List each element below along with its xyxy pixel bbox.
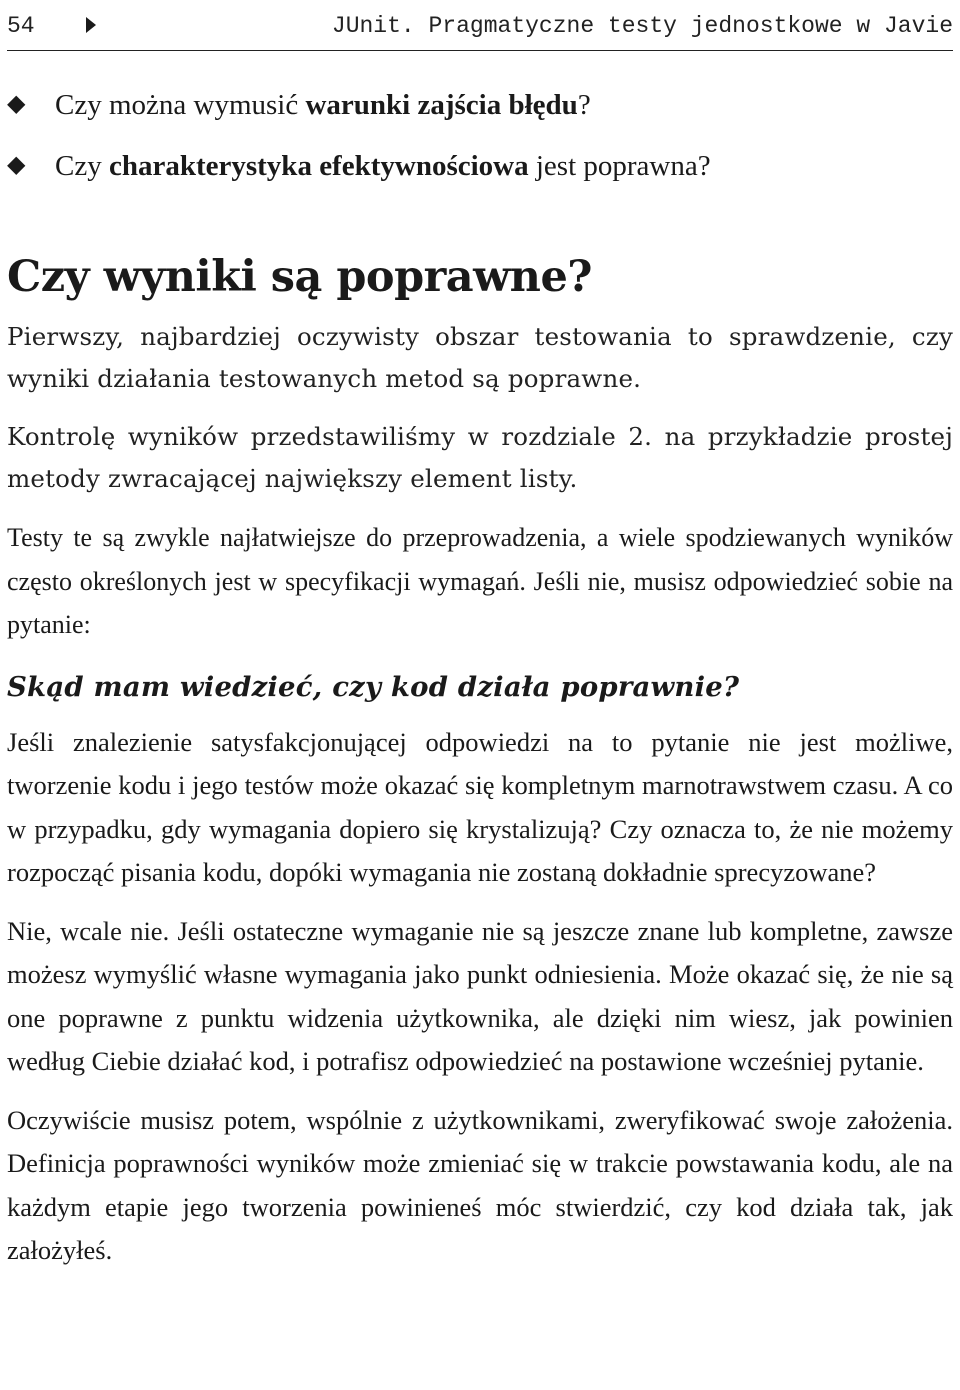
bullet-text: Czy można wymusić — [55, 89, 306, 121]
bullet-item — [7, 87, 953, 123]
paragraph: Jeśli znalezienie satysfakcjonującej odpowiedzi na to pytanie nie jest możliwe, tworzenie kodu i jego testów może okazać się kompletnym marnotrawstwem czasu. A co w przypadku, gdy wymagania dopiero się krystalizują? Czy oznacza to, że nie możemy rozpocząć pisania kodu, dopóki wymagania nie zostaną dokładnie sprecyzowane? — [7, 726, 953, 887]
section-heading: Czy wyniki są poprawne? — [7, 252, 592, 302]
bullet-text: ? — [577, 89, 591, 121]
paragraph: Pierwszy, najbardziej oczywisty obszar testowania to sprawdzenie, czy wyniki działania testowanych metod są poprawne. — [7, 322, 953, 393]
diamond-bullet-icon: ◆ — [7, 152, 26, 178]
page-number: 54 — [7, 13, 35, 39]
paragraph: Oczywiście musisz potem, wspólnie z użytkownikami, zweryfikować swoje założenia. Definicja poprawności wyników może zmieniać się w trakcie powstawania kodu, ale na każdym etapie jego tworzenia powinieneś móc stwierdzić, czy kod działa tak, jak założyłeś. — [7, 1104, 953, 1265]
key-question: Skąd mam wiedzieć, czy kod działa poprawnie? — [7, 670, 740, 703]
paragraph: Nie, wcale nie. Jeśli ostateczne wymaganie nie są jeszcze znane lub kompletne, zawsze możesz wymyślić własne wymagania jako punkt odniesienia. Może okazać się, że nie są one poprawne z punktu widzenia użytkownika, ale dzięki nim wiesz, jak powinien według Ciebie działać kod, i potrafisz odpowiedzieć na postawione wcześniej pytanie. — [7, 915, 953, 1076]
running-header — [7, 0, 953, 51]
paragraph: Testy te są zwykle najłatwiejsze do przeprowadzenia, a wiele spodziewanych wyników często określonych jest w specyfikacji wymagań. Jeśli nie, musisz odpowiedzieć sobie na pytanie: — [7, 523, 953, 639]
bullet-bold-text: warunki zajścia błędu — [305, 89, 578, 121]
bullet-bold-text: charakterystyka efektywnościowa — [108, 150, 529, 182]
triangle-right-icon — [86, 17, 96, 33]
book-page — [7, 0, 953, 1273]
diamond-bullet-icon: ◆ — [7, 91, 26, 117]
bullet-list — [7, 87, 953, 184]
bullet-item — [7, 148, 953, 184]
book-title: JUnit. Pragmatyczne testy jednostkowe w Javie — [331, 13, 953, 39]
bullet-text: jest poprawna? — [528, 150, 711, 182]
paragraph: Kontrolę wyników przedstawiliśmy w rozdziale 2. na przykładzie prostej metody zwracającej największy element listy. — [7, 422, 953, 493]
bullet-text: Czy — [55, 150, 109, 182]
